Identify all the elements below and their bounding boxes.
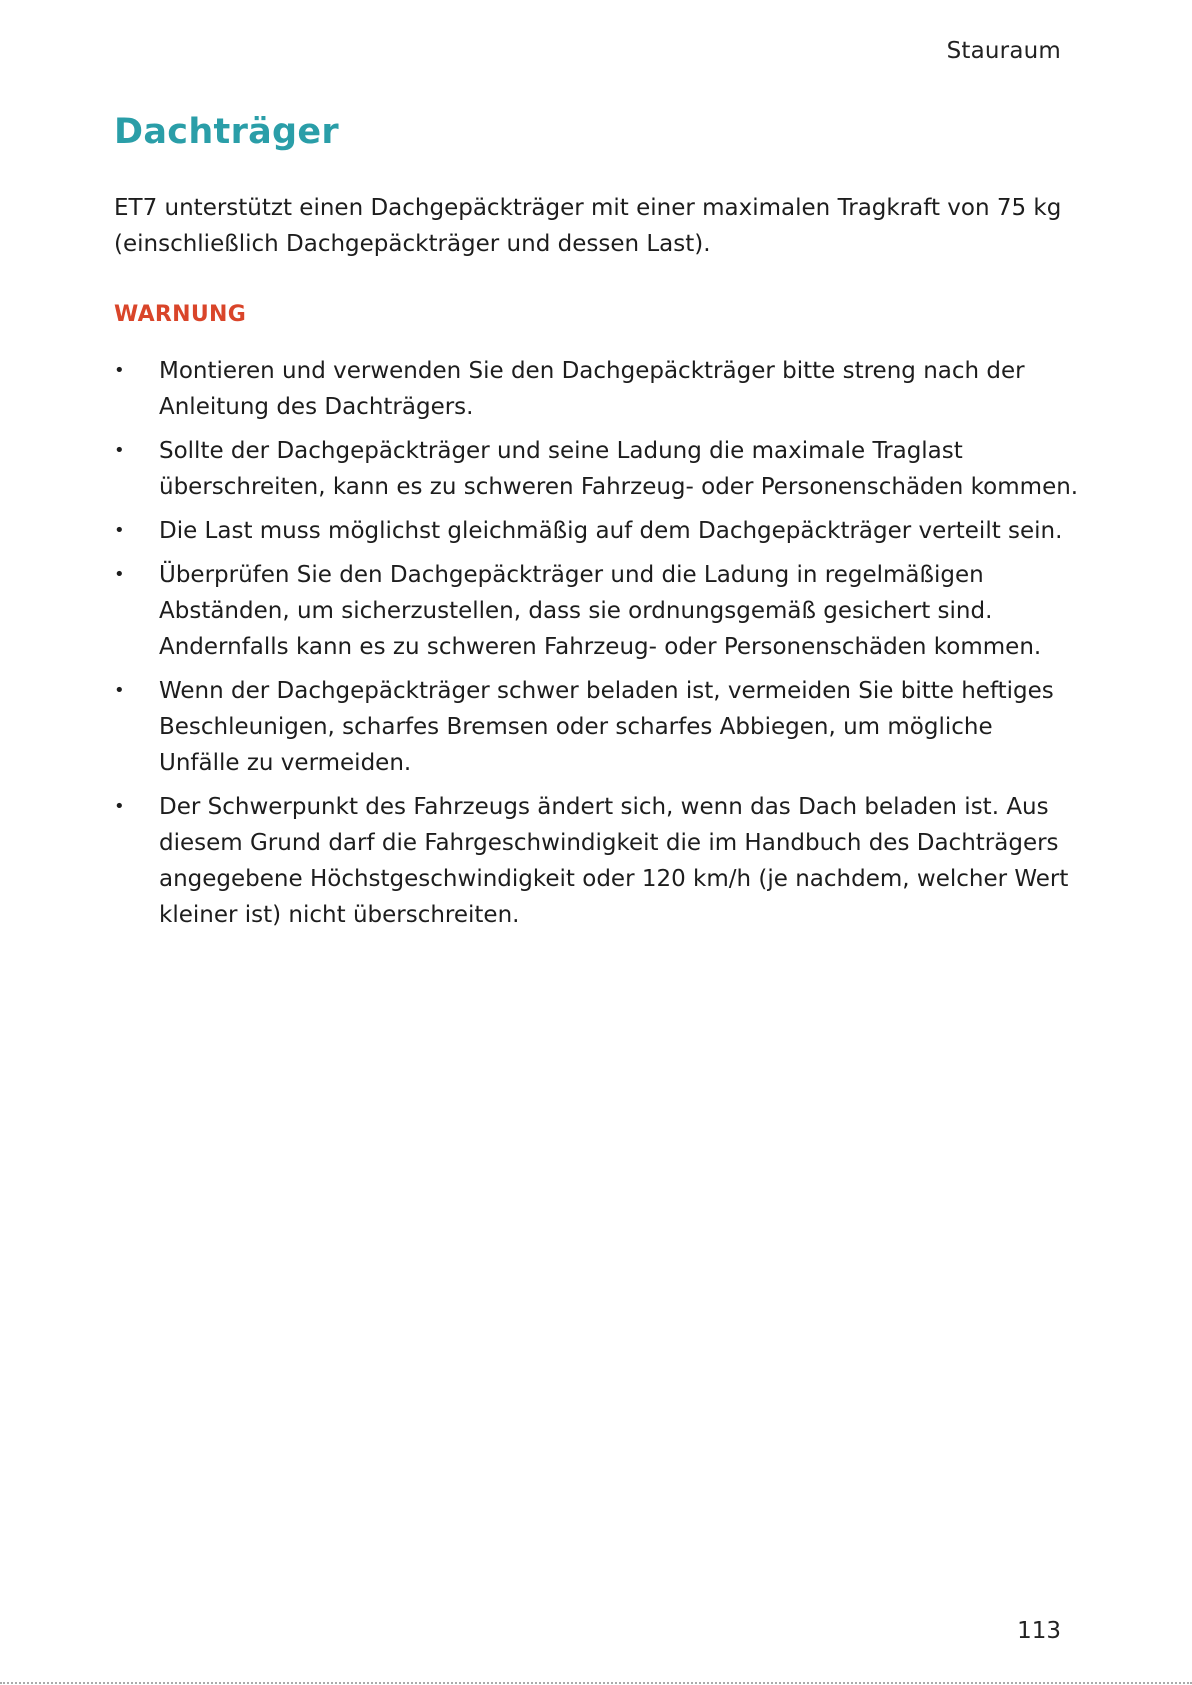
warning-list [114, 353, 1080, 941]
list-item [114, 353, 1080, 425]
bullet-icon: • [114, 680, 125, 701]
page-bottom-divider [0, 1682, 1192, 1684]
warning-label: WARNUNG [114, 302, 247, 327]
bullet-icon: • [114, 520, 125, 541]
warning-item-text: Montieren und verwenden Sie den Dachgepäckträger bitte streng nach der Anleitung des Dachträgers. [159, 358, 1025, 420]
list-item [114, 513, 1080, 549]
bullet-icon: • [114, 564, 125, 585]
list-item [114, 789, 1080, 933]
warning-item-text: Überprüfen Sie den Dachgepäckträger und die Ladung in regelmäßigen Abständen, um sicherzustellen, dass sie ordnungsgemäß gesichert sind. Andernfalls kann es zu schweren Fahrzeug- oder Personenschäden kommen. [159, 562, 1042, 660]
page-number: 113 [1017, 1618, 1061, 1644]
bullet-icon: • [114, 796, 125, 817]
warning-item-text: Sollte der Dachgepäckträger und seine Ladung die maximale Traglast überschreiten, kann es zu schweren Fahrzeug- oder Personenschäden kommen. [159, 438, 1079, 500]
section-header: Stauraum [946, 38, 1061, 64]
list-item [114, 557, 1080, 665]
list-item [114, 433, 1080, 505]
bullet-icon: • [114, 360, 125, 381]
list-item [114, 673, 1080, 781]
warning-item-text: Die Last muss möglichst gleichmäßig auf dem Dachgepäckträger verteilt sein. [159, 518, 1063, 544]
warning-item-text: Der Schwerpunkt des Fahrzeugs ändert sich, wenn das Dach beladen ist. Aus diesem Grund darf die Fahrgeschwindigkeit die im Handbuch des Dachträgers angegebene Höchstgeschwindigkeit oder 120 km/h (je nachdem, welcher Wert kleiner ist) nicht überschreiten. [159, 794, 1069, 928]
warning-item-text: Wenn der Dachgepäckträger schwer beladen ist, vermeiden Sie bitte heftiges Beschleunigen, scharfes Bremsen oder scharfes Abbiegen, um mögliche Unfälle zu vermeiden. [159, 678, 1054, 776]
bullet-icon: • [114, 440, 125, 461]
intro-paragraph: ET7 unterstützt einen Dachgepäckträger mit einer maximalen Tragkraft von 75 kg (einschließlich Dachgepäckträger und dessen Last). [114, 195, 1062, 257]
page-title: Dachträger [114, 112, 339, 152]
